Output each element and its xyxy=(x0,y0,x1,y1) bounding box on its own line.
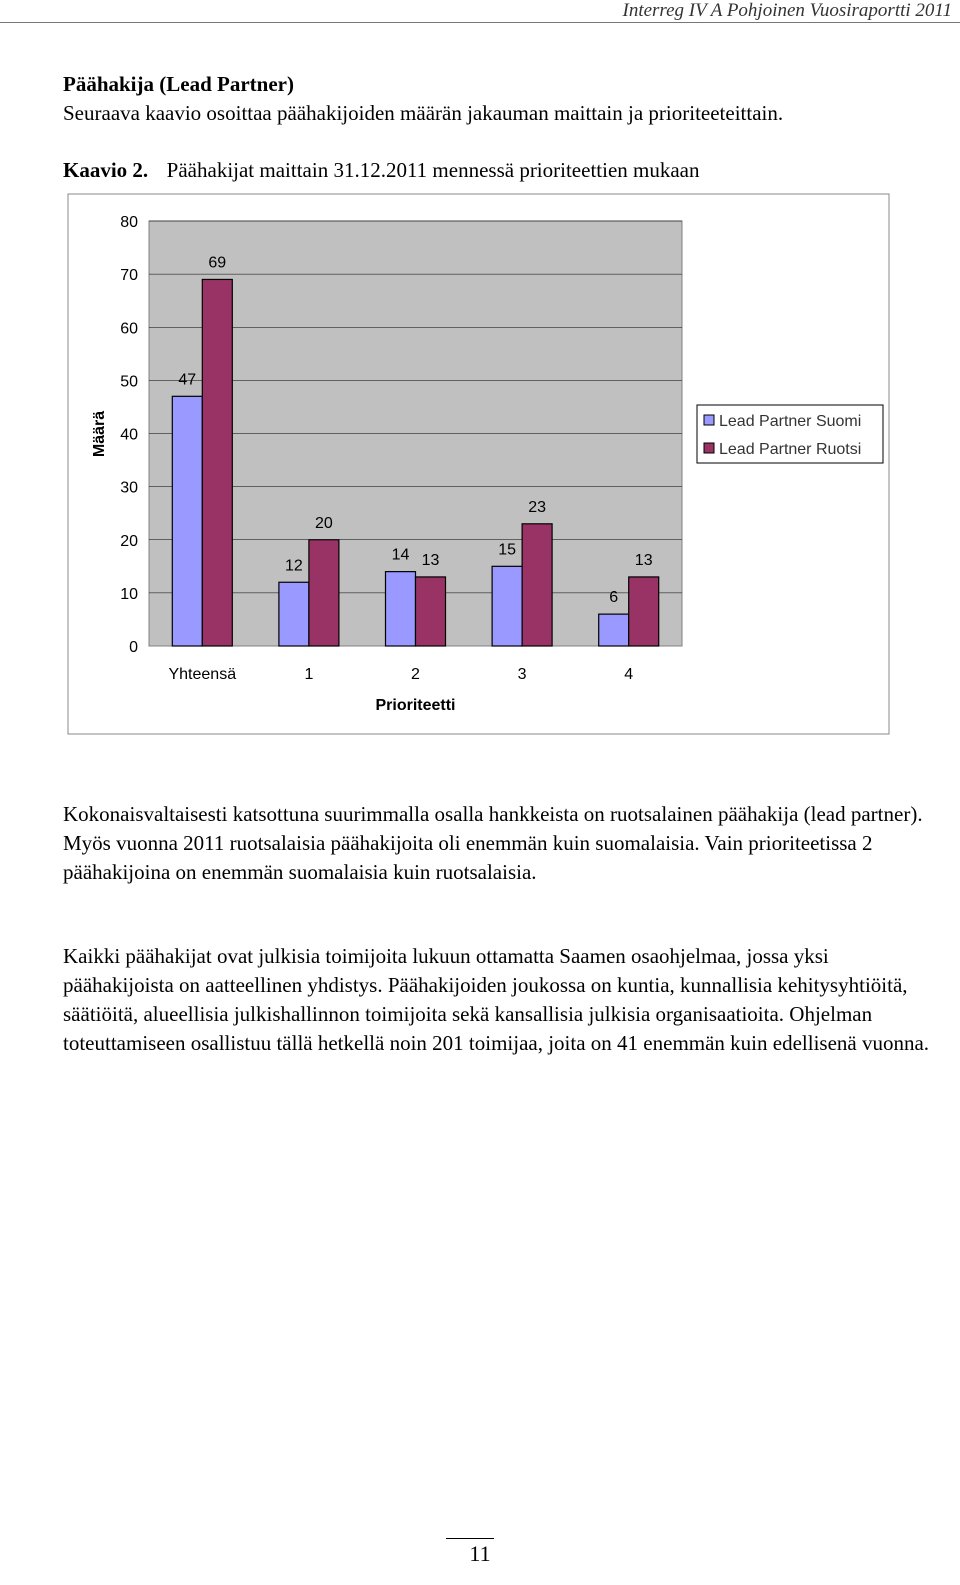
bar xyxy=(386,572,416,646)
bar xyxy=(279,582,309,646)
data-label: 14 xyxy=(391,546,410,564)
body-paragraph-2: Kaikki päähakijat ovat julkisia toimijoita lukuun ottamatta Saamen osaohjelmaa, jossa yksi päähakijoista on aatteellinen yhdistys. Päähakijoiden joukossa on kuntia, kunnallisia kehitysyhtiöitä, säätiöitä, alueellisia julkishallinnon toimijoita sekä kansallisia julkisia organisaatioita. Ohjelman toteuttamiseen osallistuu tällä hetkellä noin 201 toimijaa, joita on 41 enemmän kuin edellisenä vuonna. xyxy=(63,944,930,1055)
x-tick-label: 1 xyxy=(304,666,314,683)
data-label: 23 xyxy=(528,498,546,516)
y-tick-label: 0 xyxy=(129,639,138,656)
bar xyxy=(202,279,232,646)
y-tick-label: 70 xyxy=(120,267,138,285)
bar xyxy=(416,577,446,646)
data-label: 12 xyxy=(285,557,303,575)
bar xyxy=(599,614,629,646)
y-axis-label: Määrä xyxy=(91,410,108,458)
section-heading: Päähakija (Lead Partner) xyxy=(63,72,294,96)
y-tick-label: 40 xyxy=(120,426,138,444)
x-tick-label: 4 xyxy=(624,666,634,683)
section-intro: Seuraava kaavio osoittaa päähakijoiden määrän jakauman maittain ja prioriteeteittain. xyxy=(63,101,784,125)
body-paragraph-1: Kokonaisvaltaisesti katsottuna suurimmalla osalla hankkeista on ruotsalainen päähakija (lead partner). Myös vuonna 2011 ruotsalaisia päähakijoita oli enemmän kuin suomalaisia. Vain prioriteetissa 2 päähakijoina on enemmän suomalaisia kuin ruotsalaisia. xyxy=(63,802,923,884)
x-axis-label: Prioriteetti xyxy=(375,697,456,714)
bar-chart xyxy=(0,0,960,760)
bar xyxy=(309,540,339,646)
bar xyxy=(492,566,522,646)
data-label: 20 xyxy=(315,514,333,532)
data-label: 6 xyxy=(609,589,619,607)
data-label: 13 xyxy=(421,551,440,569)
data-label: 15 xyxy=(498,541,516,559)
y-tick-label: 30 xyxy=(120,479,138,497)
legend-swatch xyxy=(704,443,714,453)
bar xyxy=(172,396,202,646)
y-tick-label: 80 xyxy=(120,214,138,231)
x-tick-label: 3 xyxy=(517,666,527,683)
footer-divider xyxy=(446,1538,494,1539)
y-tick-label: 10 xyxy=(120,585,138,603)
chart-caption-label: Kaavio 2. xyxy=(63,158,149,182)
report-header-title: Interreg IV A Pohjoinen Vuosiraportti 2011 xyxy=(622,0,952,21)
legend-label: Lead Partner Ruotsi xyxy=(719,441,862,458)
bar xyxy=(629,577,659,646)
x-tick-label: Yhteensä xyxy=(168,666,237,683)
data-label: 13 xyxy=(634,551,653,569)
legend-swatch xyxy=(704,415,714,425)
y-tick-label: 60 xyxy=(120,320,138,338)
x-tick-label: 2 xyxy=(411,666,420,683)
y-tick-label: 50 xyxy=(120,373,138,391)
data-label: 47 xyxy=(178,371,197,389)
chart-caption-text: Päähakijat maittain 31.12.2011 mennessä prioriteettien mukaan xyxy=(166,158,700,182)
data-label: 69 xyxy=(208,254,227,272)
bar xyxy=(522,524,552,646)
y-tick-label: 20 xyxy=(120,532,138,550)
legend-label: Lead Partner Suomi xyxy=(719,413,862,430)
page-number: 11 xyxy=(469,1541,491,1566)
